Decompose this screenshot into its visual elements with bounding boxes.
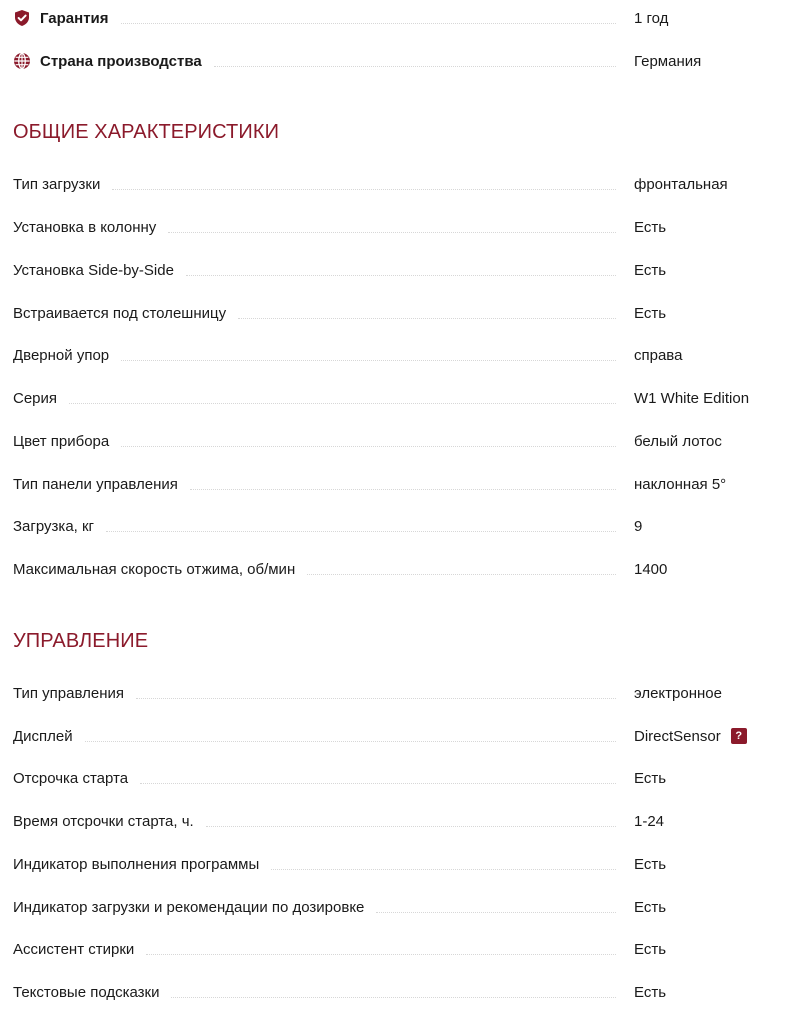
shield-check-icon [13,9,31,27]
dotted-leader [121,445,616,447]
spec-value: Есть [634,769,667,787]
spec-label: Установка в колонну [13,218,157,236]
spec-row [13,977,793,1007]
spec-value: наклонная 5° [634,475,727,493]
spec-row [13,340,793,370]
spec-label-wrap [13,977,616,1007]
dotted-leader [69,402,616,404]
dotted-leader [106,530,616,532]
spec-row [13,426,793,456]
spec-label: Отсрочка старта [13,769,129,787]
spec-label-wrap [13,554,616,584]
spec-row [13,383,793,413]
spec-value: W1 White Edition [634,389,750,407]
spec-label-wrap [13,212,616,242]
spec-label: Дисплей [13,727,73,745]
dotted-leader [190,488,616,490]
spec-value: Есть [634,983,667,1001]
dotted-leader [146,953,616,955]
dotted-leader [376,911,616,913]
dotted-leader [112,188,616,190]
spec-row [13,511,793,541]
spec-row [13,554,793,584]
spec-label: Максимальная скорость отжима, об/мин [13,560,296,578]
dotted-leader [168,231,616,233]
spec-label-wrap [13,298,616,328]
spec-value: Есть [634,218,667,236]
spec-label-wrap [13,892,616,922]
spec-label: Серия [13,389,58,407]
spec-row [13,721,793,751]
dotted-leader [271,868,616,870]
spec-label-wrap [13,806,616,836]
spec-label-wrap [13,46,616,76]
dotted-leader [171,996,616,998]
spec-label-wrap [13,340,616,370]
help-icon[interactable]: ? [731,728,747,744]
spec-label: Время отсрочки старта, ч. [13,812,194,830]
spec-label: Цвет прибора [13,432,110,450]
spec-value: Германия [634,52,702,70]
spec-value: 1-24 [634,812,665,830]
spec-row [13,892,793,922]
spec-row [13,255,793,285]
dotted-leader [206,825,616,827]
spec-value-text: DirectSensor [634,727,721,745]
spec-label: Тип управления [13,684,124,702]
dotted-leader [238,317,616,319]
spec-value: фронтальная [634,175,728,193]
section-title-general: ОБЩИЕ ХАРАКТЕРИСТИКИ [13,121,280,143]
spec-label-wrap [13,934,616,964]
spec-row [13,849,793,879]
spec-value: Есть [634,940,667,958]
spec-row-warranty [13,3,793,33]
spec-value: 9 [634,517,643,535]
spec-label-wrap [13,169,616,199]
spec-value: Есть [634,261,667,279]
dotted-leader [121,22,616,24]
spec-label: Текстовые подсказки [13,983,160,1001]
spec-label: Индикатор загрузки и рекомендации по дозировке [13,898,365,916]
dotted-leader [307,573,616,575]
dotted-leader [186,274,616,276]
spec-label: Тип панели управления [13,475,178,493]
spec-row [13,678,793,708]
spec-value: Есть [634,855,667,873]
spec-label-wrap [13,426,616,456]
spec-label: Дверной упор [13,346,110,364]
spec-label: Встраивается под столешницу [13,304,227,322]
spec-value: 1 год [634,9,669,27]
spec-label-wrap [13,469,616,499]
spec-label: Гарантия [40,9,109,27]
spec-label: Установка Side-by-Side [13,261,174,279]
spec-row [13,806,793,836]
spec-label-wrap [13,678,616,708]
spec-row-country [13,46,793,76]
spec-label: Индикатор выполнения программы [13,855,260,873]
section-title-controls: УПРАВЛЕНИЕ [13,630,149,652]
spec-label: Ассистент стирки [13,940,135,958]
spec-label: Загрузка, кг [13,517,95,535]
spec-label-wrap [13,383,616,413]
spec-label: Страна производства [40,52,202,70]
spec-label: Тип загрузки [13,175,101,193]
spec-value: 1400 [634,560,668,578]
dotted-leader [85,740,616,742]
globe-icon [13,52,31,70]
spec-row [13,169,793,199]
spec-row [13,298,793,328]
spec-value [634,728,747,744]
spec-label-wrap [13,849,616,879]
spec-label-wrap [13,511,616,541]
dotted-leader [140,782,616,784]
spec-label-wrap [13,3,616,33]
dotted-leader [214,65,616,67]
spec-label-wrap [13,763,616,793]
spec-value: электронное [634,684,722,702]
spec-value: белый лотос [634,432,722,450]
dotted-leader [121,359,616,361]
spec-row [13,934,793,964]
spec-row [13,212,793,242]
spec-value: Есть [634,304,667,322]
spec-value: Есть [634,898,667,916]
spec-row [13,469,793,499]
spec-value: справа [634,346,683,364]
spec-row [13,763,793,793]
dotted-leader [136,697,616,699]
spec-label-wrap [13,721,616,751]
spec-label-wrap [13,255,616,285]
